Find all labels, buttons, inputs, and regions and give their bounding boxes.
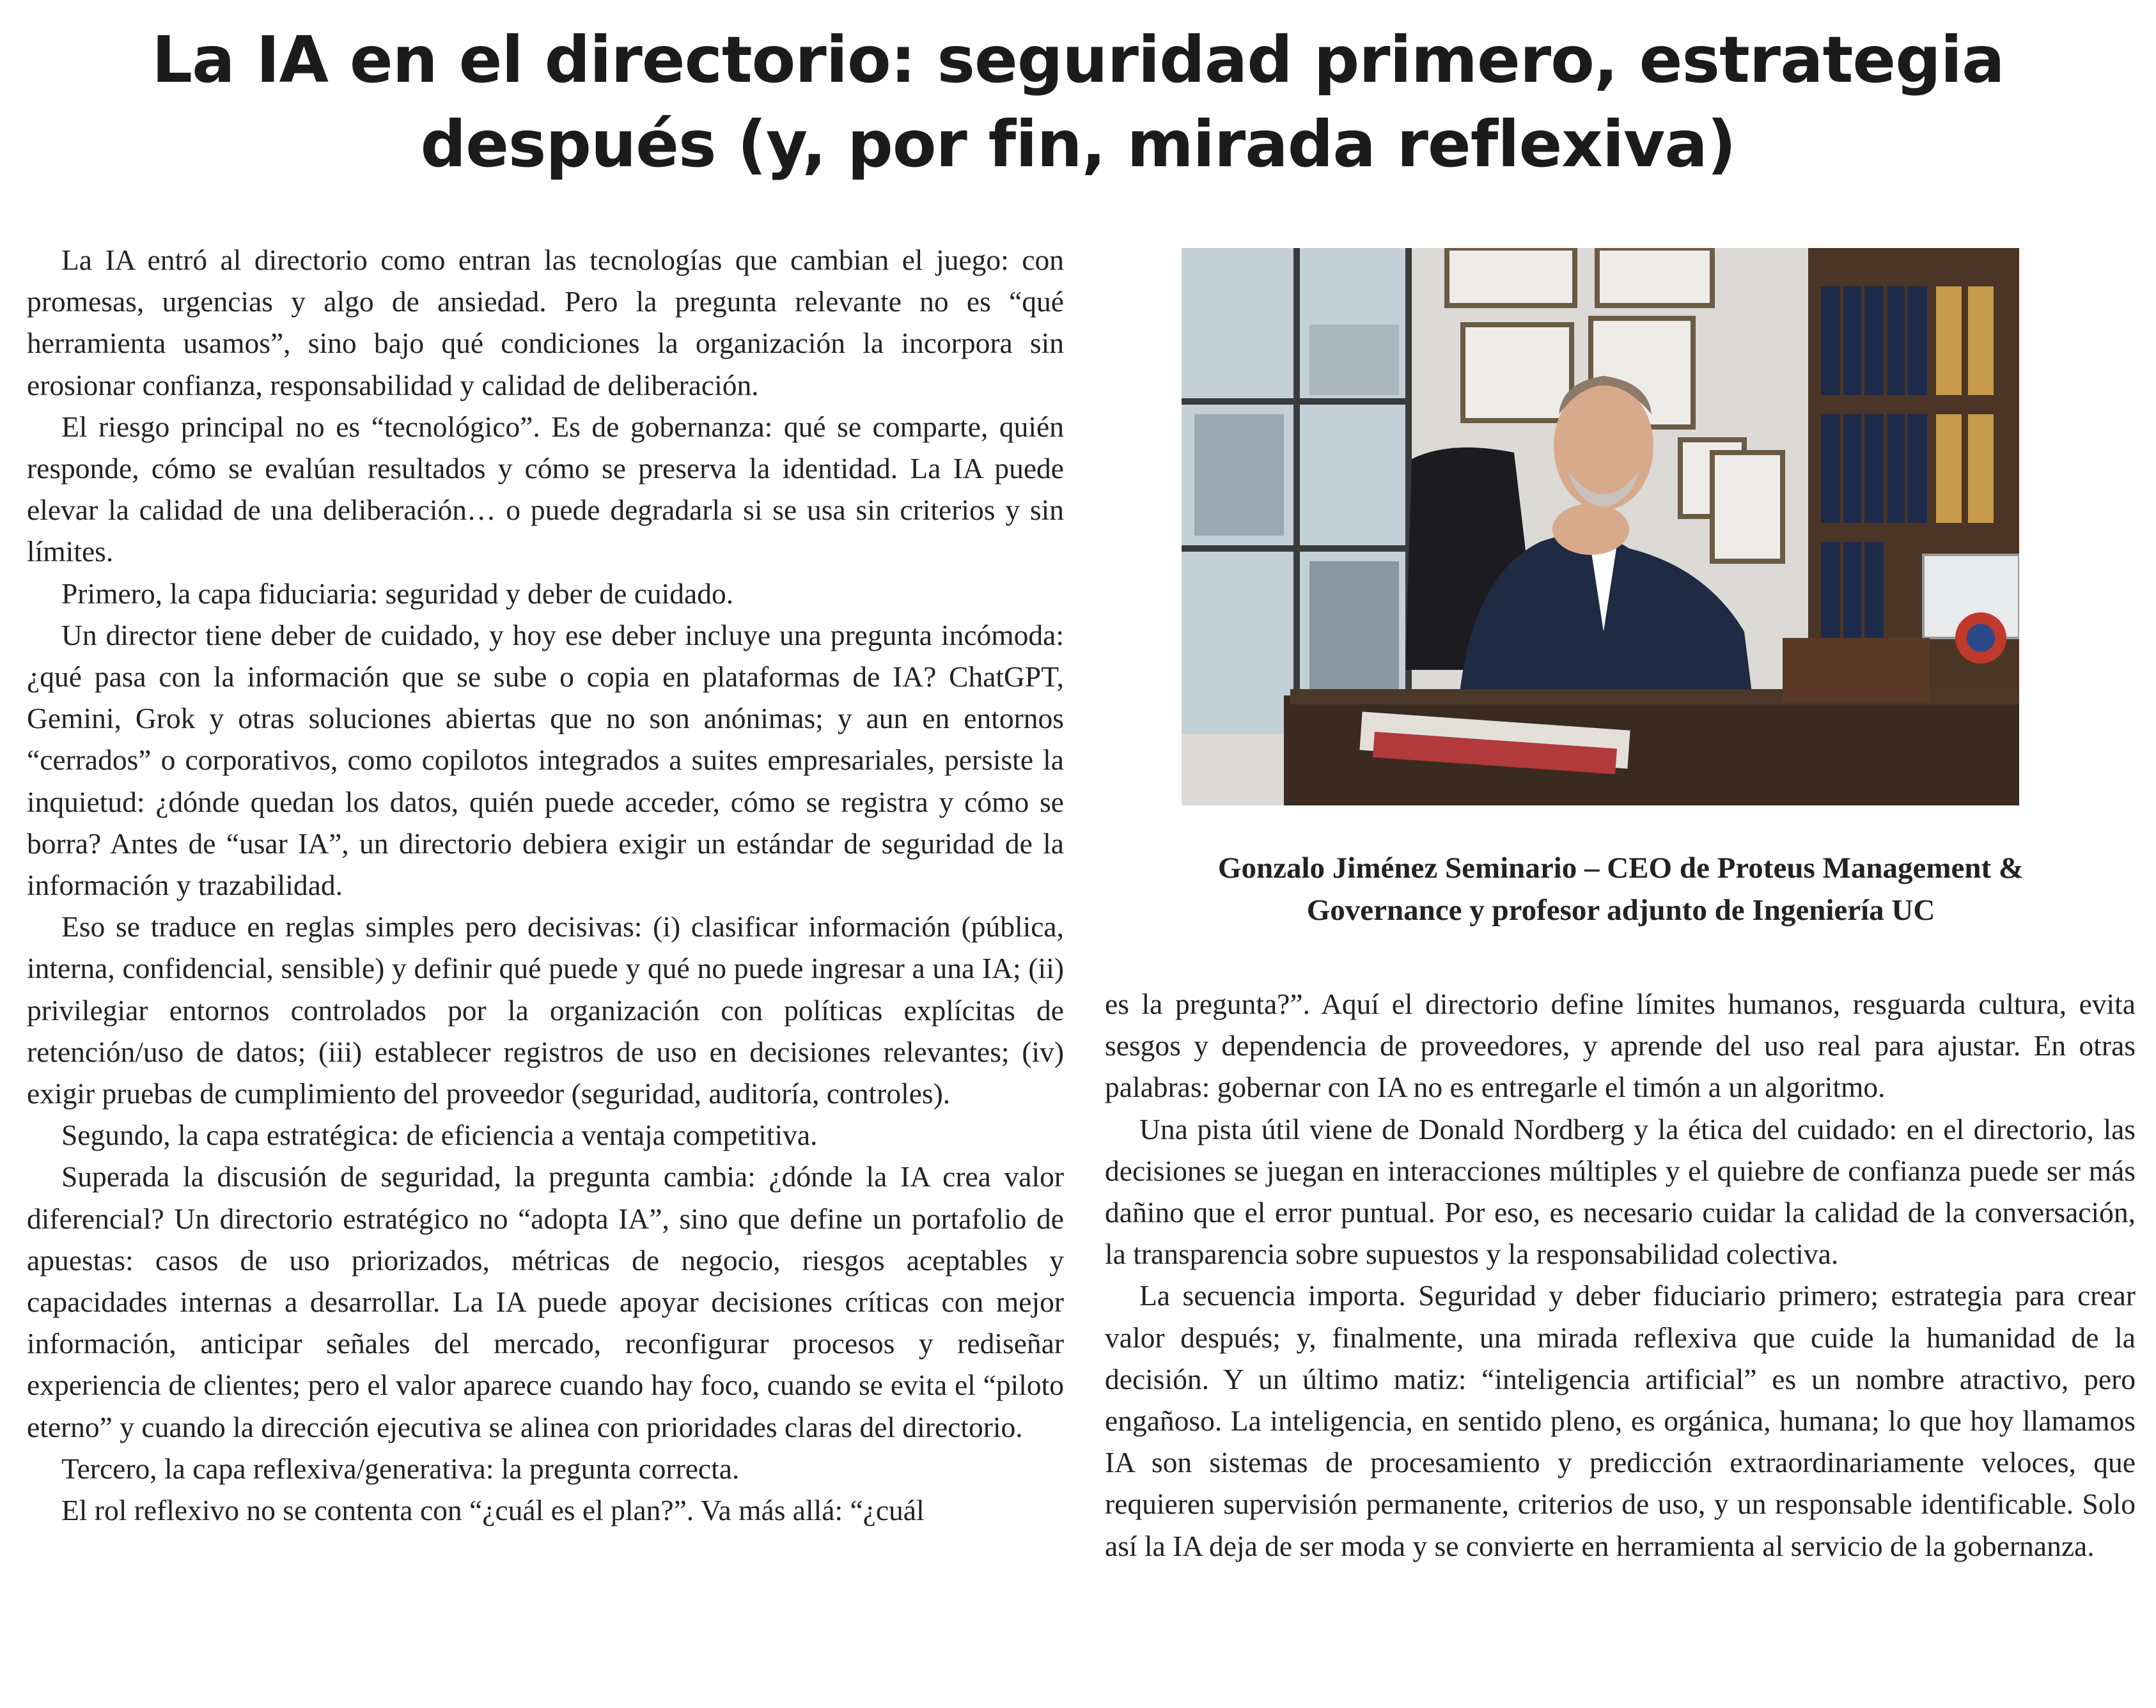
paragraph: Una pista útil viene de Donald Nordberg y la ética del cuidado: en el directorio, las decisiones se juegan en interacciones múltiples y el quiebre de confianza puede ser más dañino que el error puntual. Por eso, es necesario cuidar la calidad de la conversación, la transparencia sobre supuestos y la responsabilidad colectiva. — [1105, 1112, 2136, 1271]
paragraph: La secuencia importa. Seguridad y deber fiduciario primero; estrategia para crear valor después; y, finalmente, una mirada reflexiva que cuide la humanidad de la decisión. Y un último matiz: “inteligencia artificial” es un nombre atractivo, pero engañoso. La inteligencia, en sentido pleno, es orgánica, humana; lo que hoy llamamos IA son sistemas de procesamiento y predicción extraordinariamente veloces, que requieren supervisión permanente, criterios de uso, y un responsable identificable. Solo así la IA deja de ser moda y se convierte en herramienta al servicio de la gobernanza. — [1105, 1279, 2136, 1562]
photo-caption — [1132, 847, 2110, 931]
paragraph: Eso se traduce en reglas simples pero decisivas: (i) clasificar información (pública, interna, confidencial, sensible) y definir qué puede y qué no puede ingresar a una IA; (ii) privilegiar entornos controlados por la organización con políticas explícitas de retención/uso de datos; (iii) establecer registros de uso en decisiones relevantes; (iv) exigir pruebas de cumplimiento del proveedor (seguridad, auditoría, controles). — [27, 910, 1064, 1110]
paragraph: Segundo, la capa estratégica: de eficiencia a ventaja competitiva. — [61, 1119, 818, 1152]
right-column — [1105, 983, 2136, 1567]
paragraph: Primero, la capa fiduciaria: seguridad y deber de cuidado. — [61, 577, 734, 610]
paragraph: Un director tiene deber de cuidado, y hoy ese deber incluye una pregunta incómoda: ¿qué pasa con la información que se sube o copia en plataformas de IA? ChatGPT, Gemini, Grok y otras soluciones abiertas que no son anónimas; y aun en entornos “cerrados” o corporativos, como copilotos integrados a suites empresariales, persiste la inquietud: ¿dónde quedan los datos, quién puede acceder, cómo se registra y cómo se borra? Antes de “usar IA”, un directorio debiera exigir un estándar de seguridad de la información y trazabilidad. — [27, 618, 1064, 902]
article-headline — [51, 18, 2105, 187]
paragraph: es la pregunta?”. Aquí el directorio define límites humanos, resguarda cultura, evita sesgos y dependencia de proveedores, y aprende del uso real para ajustar. En otras palabras: gobernar con IA no es entregarle el timón a un algoritmo. — [1105, 988, 2136, 1104]
caption-line-1: Gonzalo Jiménez Seminario – CEO de Proteus Management & — [1217, 851, 2024, 885]
headline-line-2: después (y, por fin, mirada reflexiva) — [420, 107, 1736, 182]
paragraph: El riesgo principal no es “tecnológico”. Es de gobernanza: qué se comparte, quién responde, cómo se evalúan resultados y cómo se preserva la identidad. La IA puede elevar la calidad de una deliberación… o puede degradarla si se usa sin criterios y sin límites. — [27, 410, 1064, 568]
caption-line-2: Governance y profesor adjunto de Ingeniería UC — [1306, 894, 1935, 927]
headline-line-1: La IA en el directorio: seguridad primero, estrategia — [152, 22, 2004, 97]
paragraph: La IA entró al directorio como entran las tecnologías que cambian el juego: con promesas, urgencias y algo de ansiedad. Pero la pregunta relevante no es “qué herramienta usamos”, sino bajo qué condiciones la organización la incorpora sin erosionar confianza, responsabilidad y calidad de deliberación. — [27, 244, 1064, 401]
paragraph: Superada la discusión de seguridad, la pregunta cambia: ¿dónde la IA crea valor diferencial? Un directorio estratégico no “adopta IA”, sino que define un portafolio de apuestas: casos de uso priorizados, métricas de negocio, riesgos aceptables y capacidades internas a desarrollar. La IA puede apoyar decisiones críticas con mejor información, anticipar señales del mercado, reconfigurar procesos y rediseñar experiencia de clientes; pero el valor aparece cuando hay foco, cuando se evita el “piloto eterno” y cuando la dirección ejecutiva se alinea con prioridades claras del directorio. — [27, 1160, 1064, 1443]
left-column — [27, 239, 1064, 1531]
paragraph: Tercero, la capa reflexiva/generativa: la pregunta correcta. — [61, 1452, 740, 1485]
portrait-photo — [1182, 248, 2019, 805]
paragraph: El rol reflexivo no se contenta con “¿cuál es el plan?”. Va más allá: “¿cuál — [61, 1494, 925, 1527]
